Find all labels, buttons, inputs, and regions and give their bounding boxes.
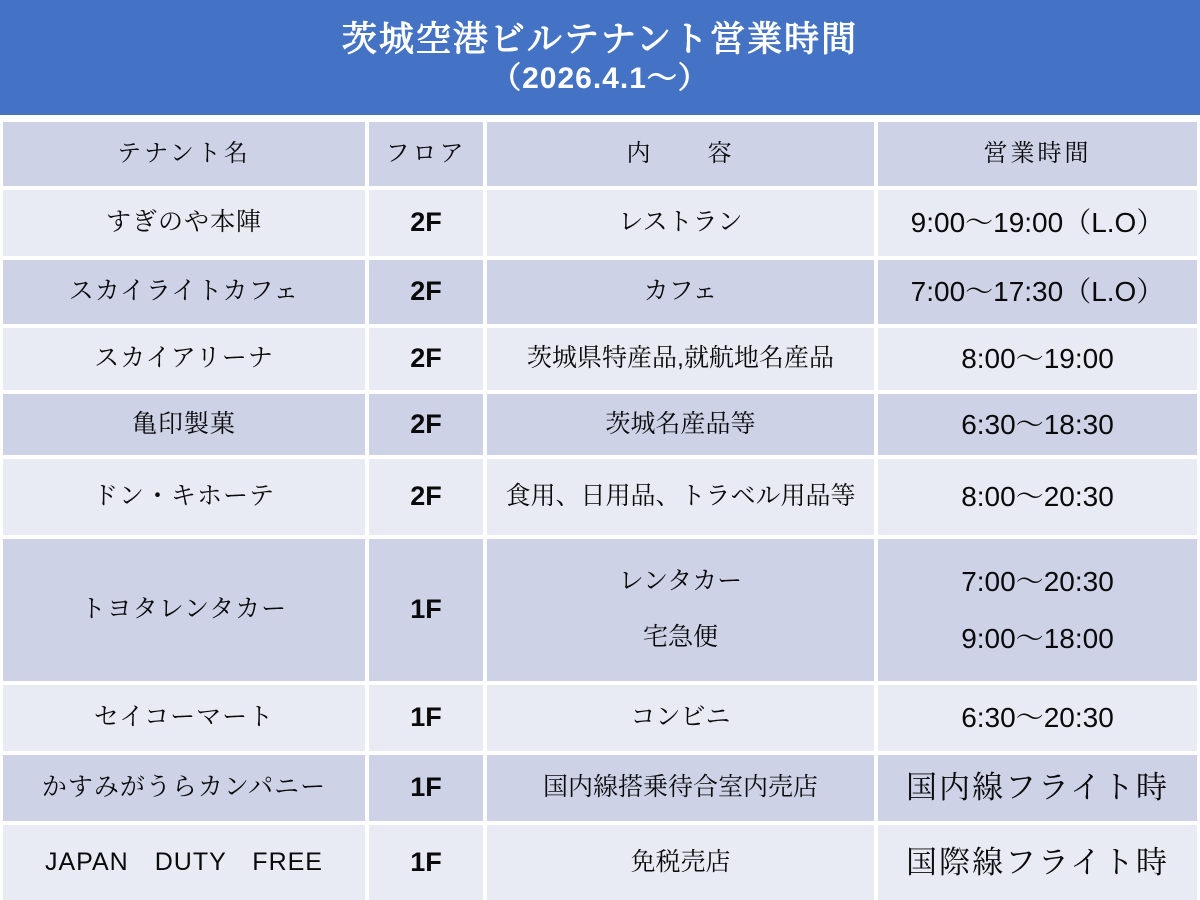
cell-hours: [878, 459, 1197, 535]
cell-content: [487, 685, 874, 751]
cell-floor: 1F: [369, 825, 483, 900]
cell-hours: [878, 825, 1197, 900]
cell-line: レストラン: [618, 208, 743, 237]
cell-line: 8:00～19:00: [961, 343, 1114, 375]
tenant-table: [0, 122, 1200, 900]
cell-tenant-name: セイコーマート: [3, 685, 365, 751]
cell-line: 9:00～19:00（L.O）: [910, 207, 1165, 239]
column-header-tenant: テナント名: [3, 122, 365, 186]
cell-tenant-name: かすみがうらカンパニー: [3, 755, 365, 821]
cell-floor: 2F: [369, 260, 483, 324]
title-banner: [0, 0, 1200, 115]
cell-tenant-name: スカイライトカフェ: [3, 260, 365, 324]
cell-floor: 1F: [369, 685, 483, 751]
cell-content: [487, 825, 874, 900]
cell-hours: [878, 685, 1197, 751]
cell-floor: 2F: [369, 394, 483, 455]
cell-line: 9:00～18:00: [961, 622, 1114, 654]
cell-floor: 2F: [369, 328, 483, 390]
cell-line: 食用、日用品、トラベル用品等: [505, 482, 856, 511]
cell-tenant-name: すぎのや本陣: [3, 190, 365, 256]
cell-hours: [878, 755, 1197, 821]
cell-floor: 2F: [369, 190, 483, 256]
cell-floor: 1F: [369, 755, 483, 821]
cell-floor: 1F: [369, 539, 483, 681]
cell-tenant-name: 亀印製菓: [3, 394, 365, 455]
cell-line: 茨城名産品等: [605, 409, 756, 438]
column-header-floor: フロア: [369, 122, 483, 186]
page-title: 茨城空港ビルテナント営業時間: [341, 19, 859, 59]
cell-hours: [878, 539, 1197, 681]
cell-tenant-name: ドン・キホーテ: [3, 459, 365, 535]
cell-line: 6:30～20:30: [961, 702, 1114, 734]
cell-content: [487, 190, 874, 256]
cell-tenant-name: JAPAN DUTY FREE: [3, 825, 365, 900]
cell-line: 国内線搭乗待合室内売店: [542, 773, 818, 802]
cell-tenant-name: スカイアリーナ: [3, 328, 365, 390]
cell-content: [487, 755, 874, 821]
cell-line: 免税売店: [630, 848, 731, 877]
cell-line: 7:00～17:30（L.O）: [910, 276, 1165, 308]
cell-hours: [878, 394, 1197, 455]
column-header-content: 内 容: [487, 122, 874, 186]
page-subtitle: （2026.4.1～）: [491, 62, 709, 96]
cell-line: 茨城県特産品,就航地名産品: [527, 344, 834, 373]
cell-line: コンビニ: [630, 703, 731, 732]
cell-tenant-name: トヨタレンタカー: [3, 539, 365, 681]
cell-line: カフェ: [643, 277, 718, 306]
cell-content: [487, 260, 874, 324]
cell-line: 国内線フライト時: [905, 769, 1170, 805]
cell-hours: [878, 328, 1197, 390]
cell-line: 国際線フライト時: [905, 844, 1170, 880]
cell-hours: [878, 190, 1197, 256]
cell-line: 6:30～18:30: [961, 408, 1114, 440]
cell-content: [487, 459, 874, 535]
cell-content: [487, 539, 874, 681]
cell-line: レンタカー: [618, 567, 743, 596]
column-header-hours: 営業時間: [878, 122, 1197, 186]
cell-floor: 2F: [369, 459, 483, 535]
cell-line: 宅急便: [642, 623, 718, 652]
cell-line: 8:00～20:30: [961, 481, 1114, 513]
cell-line: 7:00～20:30: [961, 565, 1114, 597]
cell-hours: [878, 260, 1197, 324]
cell-content: [487, 394, 874, 455]
cell-content: [487, 328, 874, 390]
